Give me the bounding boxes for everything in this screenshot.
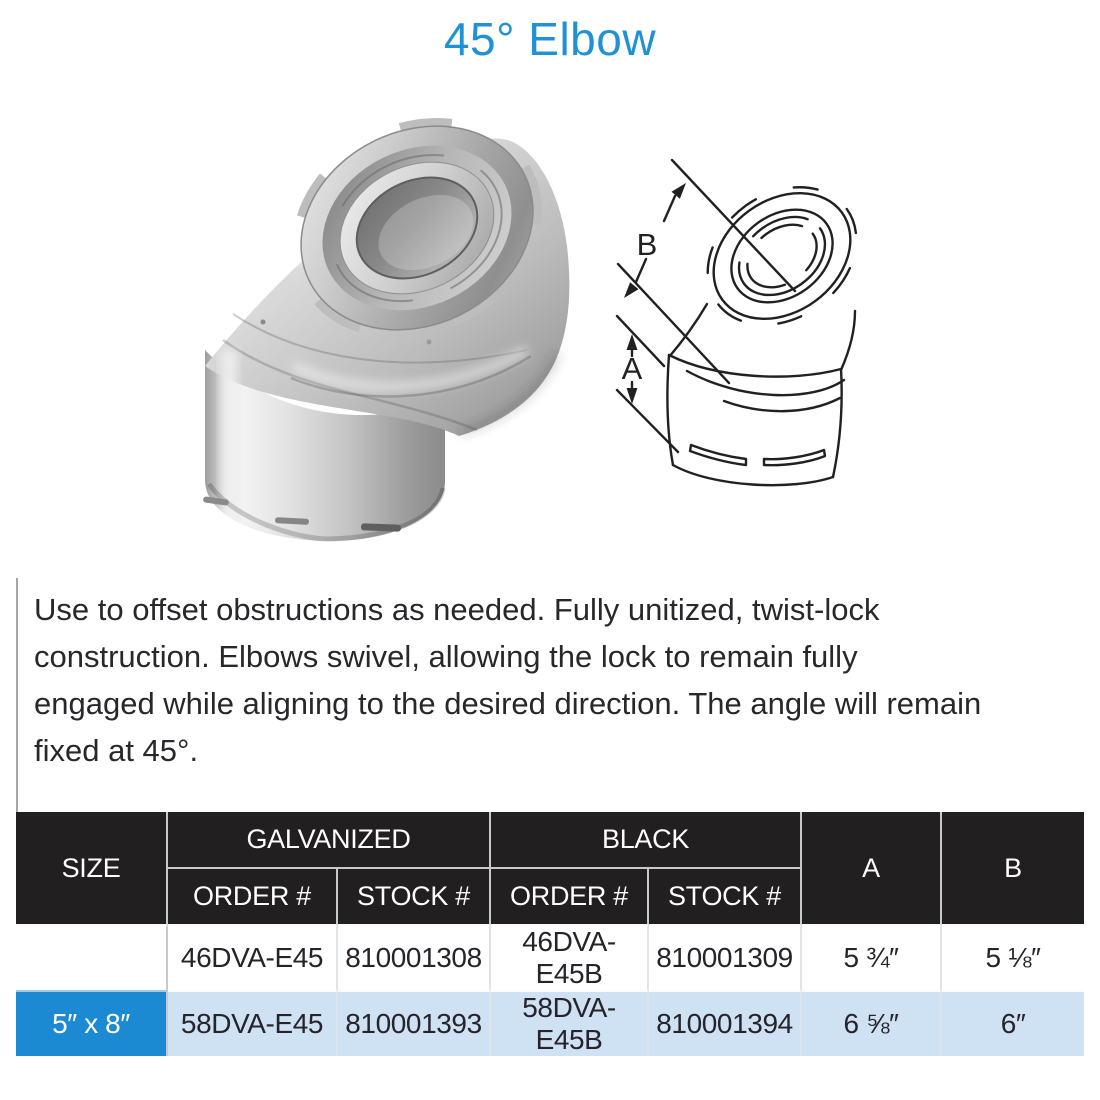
col-group-black: BLACK: [491, 812, 802, 869]
col-group-galvanized: GALVANIZED: [168, 812, 491, 869]
black-order-cell: 58DVA-E45B: [491, 990, 649, 1056]
galv-stock-cell: 810001393: [338, 990, 491, 1056]
galv-stock-cell: 810001308: [338, 926, 491, 990]
table-row: [16, 990, 1084, 1056]
col-header-black-stock: STOCK #: [649, 869, 802, 926]
dim-b-cell: 6″: [942, 990, 1084, 1056]
col-header-size: SIZE: [16, 812, 168, 926]
size-cell: 4″ x 6 ⅝″: [16, 926, 168, 990]
dim-b-cell: 5 ⅛″: [942, 926, 1084, 990]
galv-order-cell: 46DVA-E45: [168, 926, 338, 990]
galv-order-cell: 58DVA-E45: [168, 990, 338, 1056]
drawing-collar: [669, 159, 883, 411]
dimension-b-label: B: [636, 227, 658, 262]
black-stock-cell: 810001309: [649, 926, 802, 990]
black-stock-cell: 810001394: [649, 990, 802, 1056]
section-left-rule: [16, 578, 18, 814]
table-row: [16, 926, 1084, 990]
product-description: Use to offset obstructions as needed. Fully unitized, twist-lock construction. Elbows swivel, allowing the lock to remain fully engaged while aligning to the desired direction. The angle will remain fixed at 45°.: [34, 592, 982, 768]
col-header-a: A: [802, 812, 942, 926]
product-photo: [175, 100, 595, 545]
dim-a-cell: 5 ¾″: [802, 926, 942, 990]
size-cell: 5″ x 8″: [16, 990, 168, 1056]
elbow-line-drawing: [612, 158, 912, 490]
col-header-black-order: ORDER #: [491, 869, 649, 926]
dimension-a-label: A: [621, 351, 643, 386]
col-header-galv-stock: STOCK #: [338, 869, 491, 926]
spec-table: [16, 812, 1084, 1056]
dim-a-cell: 6 ⅝″: [802, 990, 942, 1056]
black-order-cell: 46DVA-E45B: [491, 926, 649, 990]
page-title: 45° Elbow: [443, 13, 657, 65]
col-header-galv-order: ORDER #: [168, 869, 338, 926]
elbow-photo-illustration: [175, 100, 595, 545]
col-header-b: B: [942, 812, 1084, 926]
dimension-diagram: [612, 158, 912, 490]
dimension-b: [618, 160, 795, 383]
